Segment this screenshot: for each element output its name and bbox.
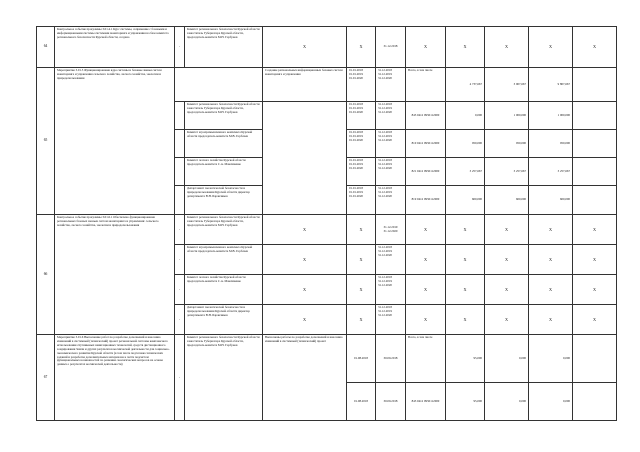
amount: 3 257,667 <box>485 158 529 186</box>
program-table <box>36 26 617 421</box>
x-mark: X <box>485 215 529 245</box>
x-mark: X <box>263 27 347 68</box>
row-number: 65 <box>37 68 55 215</box>
x-mark: X <box>529 27 573 68</box>
date-end: 31.12.2019 31.12.2020 <box>376 215 406 245</box>
x-mark: X <box>347 27 376 68</box>
executor: Комитет лесного хозяйства Курской области председатель комитета С.А. Максименко <box>185 158 263 186</box>
x-mark: X <box>263 245 347 275</box>
amount: 0,000 <box>529 335 573 383</box>
result: Выполнены работы по разработке дополнений и внесению изменений в системный (технический) проект <box>263 335 347 421</box>
row-number: 66 <box>37 215 55 335</box>
date-end: 31.12.2018 31.12.2019 31.12.2020 <box>376 68 406 102</box>
budget-code: 821 0412 0950112000 <box>406 158 446 186</box>
amount: 3 907,667 <box>485 68 529 102</box>
budget-code: 843 0412 0950112000 <box>406 102 446 130</box>
date-start: 01.08.2018 <box>347 383 376 421</box>
date-start: 01.08.2018 <box>347 335 376 383</box>
amount: 600,000 <box>485 186 529 215</box>
date-end: 31.12.2018 31.12.2019 31.12.2020 <box>376 275 406 305</box>
event-description: Контрольное событие программы 3.01.6.1 Обеспечено функционирование региональных базовых звеньев систем мониторинга и управления: сельского хозяйства, лесного хозяйства, экологии и природопользования <box>55 215 175 335</box>
x-mark: X <box>347 275 376 305</box>
amount: 95,000 <box>446 335 485 383</box>
amount: 1 000,000 <box>529 102 573 130</box>
x-mark: X <box>347 245 376 275</box>
executor: Департамент экологической безопасности и природопользования Курской области директор департамента В.Н. Баранчиков <box>185 305 263 335</box>
dash-mark: - <box>175 275 185 305</box>
table-row <box>37 215 617 245</box>
budget-label: Всего, в том числе <box>406 335 446 383</box>
x-mark: X <box>446 275 485 305</box>
row-number: 64 <box>37 27 55 68</box>
table-row <box>37 68 617 102</box>
dash-mark: - <box>175 335 185 421</box>
amount: 600,000 <box>529 186 573 215</box>
date-end: 31.12.2018 31.12.2019 31.12.2020 <box>376 158 406 186</box>
x-mark: X <box>406 245 446 275</box>
x-mark: X <box>485 275 529 305</box>
x-mark: X <box>529 215 573 245</box>
x-mark: X <box>573 245 617 275</box>
amount: 600,000 <box>446 186 485 215</box>
executor: Комитет регионального безопасности Курской области заместитель Губернатора Курской области, председатель комитета М.Н. Горбунов <box>185 102 263 130</box>
x-mark: X <box>406 215 446 245</box>
date-end: 31.12.2018 31.12.2019 31.12.2020 <box>376 102 406 130</box>
executor: Комитет регионального безопасности Курской области заместитель Губернатора Курской области, председатель комитета М.Н. Горбунов <box>185 215 263 245</box>
budget-code: 810 0412 0950112000 <box>406 130 446 158</box>
amount: 0,000 <box>485 335 529 383</box>
row-number: 67 <box>37 335 55 421</box>
amount: 950,000 <box>529 130 573 158</box>
x-mark: X <box>446 27 485 68</box>
result: Создание региональных информационных базовых систем мониторинга и управления <box>263 68 347 102</box>
amount: 0,000 <box>446 102 485 130</box>
event-description: Мероприятие 3.01.6 Выполнение работ по разработке дополнений и внесению изменений в системный (технический) проект региональной системы комплексного использования спутниковых навигационных технологий, средств дистанционного зондирования Земли и других результатов космической деятельности для социально-экономического развития Курской области (в том числе подготовка технических заданий и разработка дополнительных материалов к части подсистем функциональных возможностей по решению экологических вопросов на основе данных о результатах космической деятельности) <box>55 335 175 421</box>
event-description: Контрольное событие программы 3.01.4.1 Курс системы, сопряжение с базовыми и информационными системы системами мониторинга и управления на базе комитета регионального безопасности Курской области, создано <box>55 27 175 68</box>
x-mark: X <box>573 27 617 68</box>
executor: Комитет регионального безопасности Курской области заместитель Губернатора Курской области, председатель комитета М.Н. Горбунов <box>185 27 263 68</box>
x-mark: X <box>485 305 529 335</box>
amount: 3 257,667 <box>529 158 573 186</box>
x-mark: X <box>446 245 485 275</box>
budget-code: 843 0412 0950112000 <box>406 383 446 421</box>
table-row <box>37 335 617 383</box>
amount: 4 737,667 <box>446 68 485 102</box>
date-start: 01.01.2018 01.01.2019 01.01.2020 <box>347 186 376 215</box>
amount: 1 000,000 <box>485 102 529 130</box>
x-mark: X <box>406 27 446 68</box>
budget-label: Всего, в том числе <box>406 68 446 102</box>
x-mark: X <box>406 305 446 335</box>
date-end: 31.12.2018 31.12.2019 31.12.2020 <box>376 186 406 215</box>
table-row <box>37 27 617 68</box>
document-page <box>36 26 616 440</box>
date-end: 30.09.2018 <box>376 335 406 383</box>
date-end: 31.12.2018 31.12.2019 31.12.2020 <box>376 245 406 275</box>
amount: 0,000 <box>485 383 529 421</box>
x-mark: X <box>263 215 347 245</box>
date-end: 31.12.2018 <box>376 27 406 68</box>
x-mark: X <box>529 305 573 335</box>
amount: 950,000 <box>485 130 529 158</box>
date-end: 31.12.2018 31.12.2019 31.12.2020 <box>376 305 406 335</box>
date-start: 01.01.2018 01.01.2019 01.01.2020 <box>347 130 376 158</box>
x-mark: X <box>347 215 376 245</box>
x-mark: X <box>406 275 446 305</box>
dash-mark: - <box>175 305 185 335</box>
x-mark: X <box>347 305 376 335</box>
executor: Комитет агропромышленного комплекса Курской области председатель комитета М.В. Горбачев <box>185 245 263 275</box>
budget-code: 819 0412 0950112000 <box>406 186 446 215</box>
x-mark: X <box>263 275 347 305</box>
dash-mark: - <box>175 215 185 245</box>
date-end: 31.12.2018 31.12.2019 31.12.2020 <box>376 130 406 158</box>
x-mark: X <box>446 305 485 335</box>
x-mark: X <box>446 215 485 245</box>
x-mark: X <box>263 305 347 335</box>
x-mark: X <box>573 275 617 305</box>
x-mark: X <box>529 275 573 305</box>
executor: Комитет лесного хозяйства Курской области председатель комитета С.А. Максименко <box>185 275 263 305</box>
date-start: 01.01.2018 01.01.2019 01.01.2020 <box>347 68 376 102</box>
date-start: 01.01.2018 01.01.2019 01.01.2020 <box>347 158 376 186</box>
date-start: 01.01.2018 01.01.2019 01.01.2020 <box>347 102 376 130</box>
x-mark: X <box>573 215 617 245</box>
amount: 95,000 <box>446 383 485 421</box>
amount: 9 807,667 <box>529 68 573 102</box>
executor: Департамент экологической безопасности и природопользования Курской области директор департамента В.Н. Баранчиков <box>185 186 263 215</box>
x-mark: X <box>573 305 617 335</box>
x-mark: X <box>485 245 529 275</box>
executor: Комитет агропромышленного комплекса Курской области председатель комитета М.В. Горбачев <box>185 130 263 158</box>
date-end: 30.09.2018 <box>376 383 406 421</box>
dash-mark: - <box>175 245 185 275</box>
dash-mark: - <box>175 27 185 68</box>
executor: Комитет регионального безопасности Курской области заместитель Губернатора Курской области, председатель комитета М.Н. Горбунов <box>185 335 263 421</box>
amount: 3 257,667 <box>446 158 485 186</box>
amount: 0,000 <box>529 383 573 421</box>
amount: 950,000 <box>446 130 485 158</box>
event-description: Мероприятие 3.01.5 Функционирование ядра системы и базовые звенья систем мониторинга и управления сельского хозяйства, лесного хозяйства, экологии и природопользования <box>55 68 175 215</box>
x-mark: X <box>485 27 529 68</box>
x-mark: X <box>529 245 573 275</box>
